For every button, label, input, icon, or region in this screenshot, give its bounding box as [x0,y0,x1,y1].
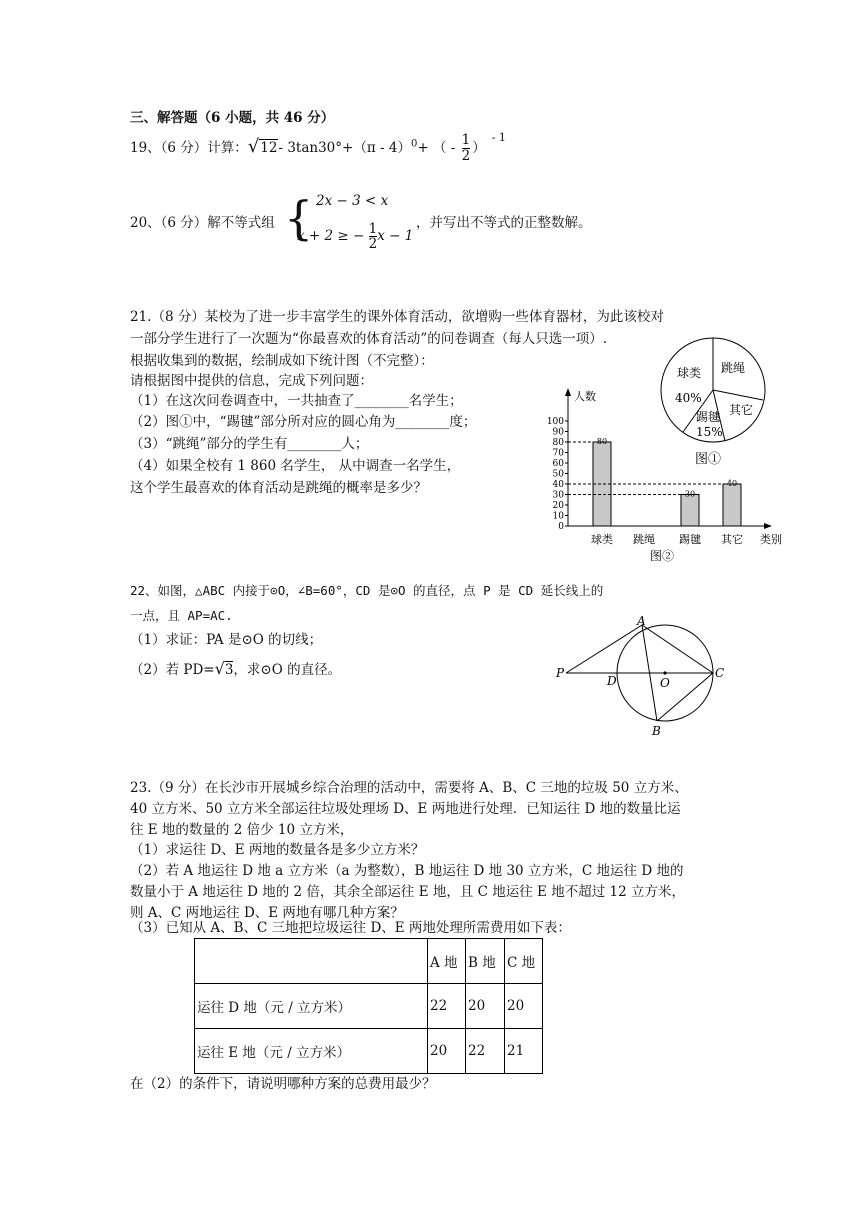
bar-value-label: 80 [596,437,608,446]
q23-sub2c: 则 A、C 两地运往 D、E 两地有哪几种方案？ [130,905,404,921]
bar [723,484,741,526]
q21-line4: 请根据图中提供的信息，完成下列问题： [130,373,373,389]
x-tick-label: 其它 [721,533,743,546]
table-header-row [195,939,543,984]
y-axis-label: 人数 [574,390,596,403]
q20-prefix: 20、（6 分）解不等式组 [130,215,275,231]
q19-frac-num: 1 [461,132,471,148]
q22-sub1: （1）求证：PA 是⊙O 的切线； [130,632,323,648]
cost-table [194,938,543,1074]
q21-sub2: （2）图①中，“踢毽”部分所对应的圆心角为________度； [130,414,477,430]
line-ac [642,625,713,673]
y-tick-label: 20 [552,501,564,511]
x-tick-label: 踢毽 [679,533,701,546]
table-cell: 22 [428,984,466,1029]
pie-label-rope: 跳绳 [721,361,746,375]
y-tick-label: 80 [552,438,564,448]
y-tick-label: 70 [552,448,564,459]
q23-line1: 23.（9 分）在长沙市开展城乡综合治理的活动中，需要将 A、B、C 三地的垃圾 50 立方米、 [130,780,688,796]
y-tick-label: 0 [558,522,564,532]
pie-label-other: 其它 [729,403,754,417]
q21-sub4a: （4）如果全校有 1 860 名学生， 从中调查一名学生， [130,458,461,474]
question-19 [130,130,506,164]
q21-sub4b: 这个学生最喜欢的体育活动是跳绳的概率是多少？ [130,480,427,496]
q20-ineq2 [297,222,413,251]
x-tick-label: 球类 [591,533,613,546]
bar-caption: 图② [650,549,675,563]
q20-ineq2-right: x − 1 [377,228,414,244]
q23-sub2b: 数量小于 A 地运往 D 地的 2 倍，其余全部运往 E 地，且 C 地运往 E 地不超过 12 立方米， [130,884,685,900]
q20-ineq2-frac [369,222,378,251]
point-b: B [652,724,661,738]
q19-close-paren: ） [472,140,486,156]
q23-line2: 40 立方米、50 立方米全部运往垃圾处理场 D、E 两地进行处理．已知运往 D 地的数量比运 [130,801,681,817]
table-cell: 20 [505,984,543,1029]
pie-label-ball-pct: 40% [675,391,702,405]
bar-value-label: 30 [684,489,696,499]
table-header-cell: A 地 [428,939,466,984]
y-axis-arrow [565,388,571,396]
point-p: P [556,666,565,680]
q19-plus-paren: + （ - [417,140,456,156]
q19-text: 19、（6 分）计算： [130,140,248,156]
q23-sub3: （3）已知从 A、B、C 三地把垃圾运往 D、E 两地处理所需费用如下表： [130,920,571,936]
q19-frac-den: 2 [461,148,471,164]
q23-last: 在（2）的条件下，请说明哪种方案的总费用最少？ [130,1076,436,1092]
q19-exp: - 1 [491,130,506,144]
q23-sub2a: （2）若 A 地运往 D 地 a 立方米（a 为整数），B 地运往 D 地 30 立方米，C 地运往 D 地的 [130,863,684,879]
q22-line1: 22、如图，△ABC 内接于⊙O，∠B=60°，CD 是⊙O 的直径，点 P 是 CD 延长线上的 [130,583,604,598]
geometry-figure [552,615,732,740]
q19-mid: - 3tan30°+（π - 4） [278,140,411,156]
pie-caption: 图① [695,452,722,467]
q21-line3: 根据收集到的数据，绘制成如下统计图（不完整）： [130,353,434,369]
y-tick-label: 100 [546,417,564,427]
y-tick-label: 90 [552,427,564,438]
table-cell: 20 [428,1029,466,1074]
q22-root: 3 [224,662,234,678]
pie-label-shuttle-pct: 15% [696,425,723,439]
y-tick-label: 10 [552,511,564,522]
q22-sub2 [130,659,341,680]
brace-symbol: { [284,191,314,245]
table-row [195,1029,543,1074]
bar-chart [540,383,795,570]
q21-sub3: （3）“跳绳”部分的学生有________人； [130,436,369,452]
sqrt-symbol: √ [214,659,225,678]
center-point [663,671,666,674]
table-header-cell: C 地 [505,939,543,984]
q20-ineq2-left: x + 2 ≥ − [297,228,365,244]
sqrt-symbol: √ [247,136,260,157]
table-row [195,984,543,1029]
table-cell: 21 [505,1029,543,1074]
x-axis-label: 类别 [760,533,782,546]
table-cell: 运往 E 地（元 / 立方米） [195,1029,428,1074]
q20-ineq2-num: 1 [368,221,378,237]
table-cell [195,939,428,984]
section-title: 三、解答题（6 小题，共 46 分） [130,110,335,126]
x-tick-label: 跳绳 [633,533,655,546]
bar-marks [547,417,743,546]
x-axis-arrow [764,523,772,529]
bar [681,495,699,527]
pie-label-ball: 球类 [677,366,702,380]
q21-line1: 21.（8 分）某校为了进一步丰富学生的课外体育活动，欲增购一些体育器材，为此该校对 [130,309,664,325]
q22-sub2a: （2）若 PD= [130,662,215,678]
table-header-cell: B 地 [466,939,505,984]
q23-sub1: （1）求运往 D、E 两地的数量各是多少立方米？ [130,842,425,858]
q22-sub2b: ，求⊙O 的直径。 [233,662,342,678]
pie-label-shuttle: 踢毽 [696,410,721,424]
point-o: O [660,676,670,690]
q21-line2: 一部分学生进行了一次题为“你最喜欢的体育活动”的问卷调查（每人只选一项）. [130,331,608,347]
y-tick-label: 40 [552,480,564,490]
point-d: D [607,674,617,688]
q20-ineq1: 2x − 3 < x [316,193,389,209]
table-cell: 运往 D 地（元 / 立方米） [195,984,428,1029]
table-cell: 22 [466,1029,505,1074]
q19-fraction [462,133,471,164]
point-c: C [715,666,725,680]
q19-sqrt-arg: 12 [260,140,278,156]
q20-suffix: ，并写出不等式的正整数解。 [416,215,592,231]
bar-value-label: 40 [726,479,738,488]
q20-ineq2-den: 2 [368,236,378,252]
point-a: A [637,615,646,628]
q23-line3: 往 E 地的数量的 2 倍少 10 立方米， [130,822,354,838]
y-tick-label: 50 [552,469,564,480]
q19-zero-exp: 0 [410,138,418,150]
q21-sub1: （1）在这次问卷调查中，一共抽查了________名学生； [130,393,463,409]
y-tick-label: 60 [552,459,564,469]
table-cell: 20 [466,984,505,1029]
line-pa [566,625,642,673]
y-tick-label: 30 [552,490,564,501]
q22-line2: 一点，且 AP=AC. [130,608,233,623]
